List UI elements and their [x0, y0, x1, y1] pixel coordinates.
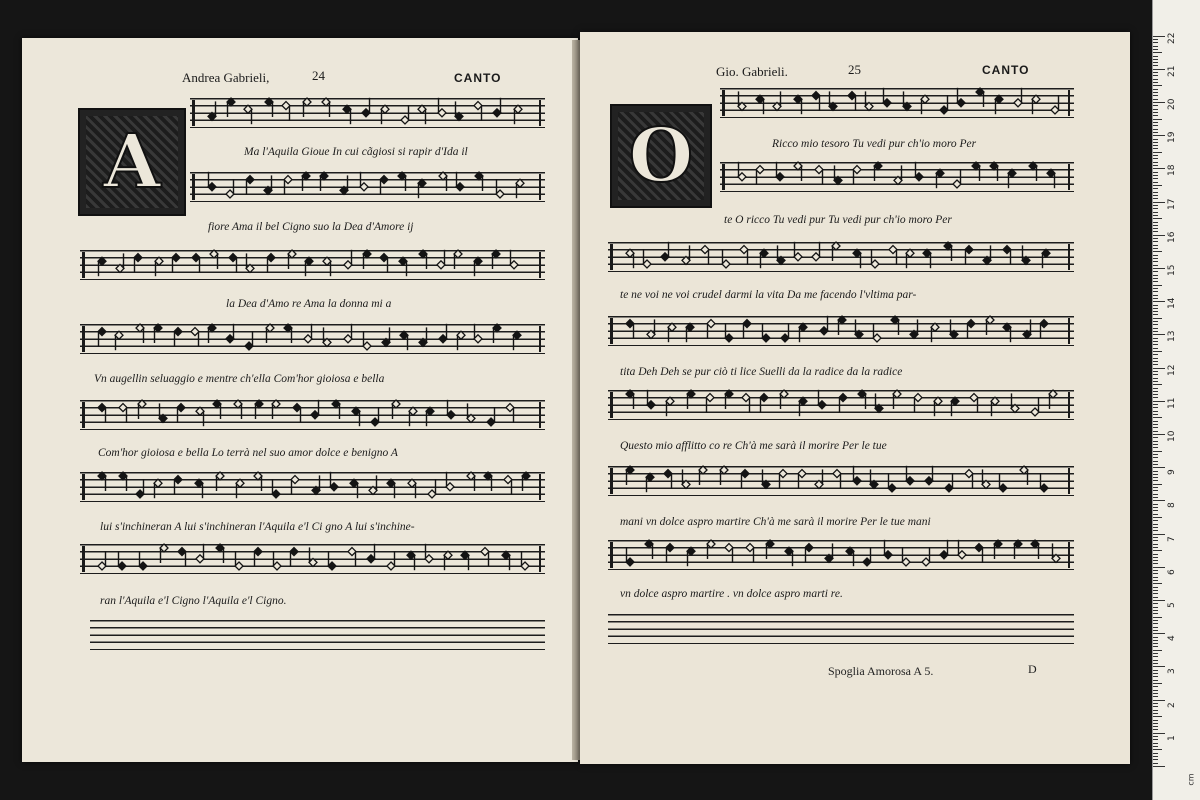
- ruler-label: 7: [1167, 535, 1177, 542]
- note-head: [738, 173, 746, 181]
- note-head: [855, 330, 863, 338]
- note-head: [273, 562, 281, 570]
- note-head: [893, 390, 901, 398]
- ruler-unit: cm: [1186, 773, 1196, 786]
- note-head: [304, 335, 312, 343]
- note-head: [746, 544, 754, 552]
- note-head: [936, 169, 944, 177]
- note-head: [760, 249, 768, 257]
- note-head: [493, 324, 501, 332]
- note-head: [454, 250, 462, 258]
- note-head: [267, 254, 275, 262]
- note-head: [848, 92, 856, 100]
- note-head: [982, 480, 990, 488]
- note-head: [738, 102, 746, 110]
- note-head: [762, 480, 770, 488]
- composer-name: Andrea Gabrieli,: [182, 70, 270, 85]
- ruler-label: 18: [1167, 164, 1177, 177]
- note-head: [865, 102, 873, 110]
- note-head: [444, 551, 452, 559]
- empty-staff: [90, 620, 545, 652]
- music-staff: [720, 88, 1074, 120]
- note-head: [647, 330, 655, 338]
- note-head: [646, 473, 654, 481]
- note-head: [322, 98, 330, 106]
- note-head: [290, 548, 298, 556]
- note-head: [272, 490, 280, 498]
- note-head: [457, 331, 465, 339]
- note-head: [999, 484, 1007, 492]
- note-head: [1022, 256, 1030, 264]
- note-head: [1011, 404, 1019, 412]
- ruler-label: 12: [1167, 364, 1177, 376]
- note-head: [474, 257, 482, 265]
- note-head: [957, 99, 965, 107]
- note-head: [875, 404, 883, 412]
- note-head: [951, 397, 959, 405]
- note-head: [687, 390, 695, 398]
- lyric-line: lui s'inchineran A lui s'inchineran l'Aquila e'l Ci gno A lui s'inchine-: [100, 521, 415, 533]
- note-head: [362, 109, 370, 117]
- right-page: [580, 32, 1130, 764]
- note-head: [812, 92, 820, 100]
- note-glyphs: [80, 544, 545, 576]
- note-head: [418, 179, 426, 187]
- ruler-label: 6: [1167, 569, 1177, 575]
- note-head: [794, 162, 802, 170]
- note-head: [934, 397, 942, 405]
- note-head: [940, 106, 948, 114]
- note-head: [931, 323, 939, 331]
- note-head: [647, 401, 655, 409]
- note-head: [401, 116, 409, 124]
- note-head: [266, 324, 274, 332]
- note-head: [777, 256, 785, 264]
- note-head: [687, 547, 695, 555]
- note-head: [288, 250, 296, 258]
- measurement-ruler: [1152, 0, 1200, 800]
- note-head: [794, 253, 802, 261]
- note-head: [805, 544, 813, 552]
- note-head: [303, 98, 311, 106]
- note-head: [447, 411, 455, 419]
- ruler-label: 21: [1167, 65, 1177, 77]
- note-head: [626, 466, 634, 474]
- note-head: [516, 179, 524, 187]
- lyric-line: fiore Ama il bel Cigno suo la Dea d'Amore ij: [208, 221, 414, 233]
- ruler-label: 11: [1167, 397, 1177, 409]
- ruler-label: 3: [1167, 668, 1177, 675]
- note-glyphs: [80, 250, 545, 282]
- note-head: [409, 407, 417, 415]
- note-head: [779, 470, 787, 478]
- note-head: [995, 95, 1003, 103]
- lyric-line: Questo mio afflitto co re Ch'à me sarà il morire Per le tue: [620, 440, 887, 452]
- note-head: [818, 401, 826, 409]
- note-head: [425, 555, 433, 563]
- note-head: [426, 407, 434, 415]
- note-head: [870, 480, 878, 488]
- note-head: [820, 327, 828, 335]
- note-head: [701, 246, 709, 254]
- note-head: [360, 183, 368, 191]
- note-head: [799, 323, 807, 331]
- note-head: [343, 105, 351, 113]
- lyric-line: Vn augellin seluaggio e mentre ch'ella Com'hor gioiosa e bella: [94, 373, 385, 385]
- note-head: [513, 331, 521, 339]
- note-head: [884, 551, 892, 559]
- note-head: [815, 480, 823, 488]
- ruler-label: 4: [1167, 635, 1177, 642]
- decorated-initial: [610, 104, 712, 208]
- lyric-line: la Dea d'Amo re Ama la donna mi a: [226, 298, 392, 310]
- note-head: [707, 540, 715, 548]
- note-head: [740, 246, 748, 254]
- note-head: [521, 562, 529, 570]
- note-head: [666, 397, 674, 405]
- composer-name: Gio. Gabrieli.: [716, 64, 788, 79]
- note-glyphs: [80, 472, 545, 504]
- note-head: [666, 544, 674, 552]
- note-head: [626, 320, 634, 328]
- empty-staff: [608, 614, 1074, 646]
- ruler-label: 16: [1167, 231, 1177, 243]
- note-head: [510, 261, 518, 269]
- note-head: [958, 551, 966, 559]
- note-head: [626, 390, 634, 398]
- note-head: [742, 394, 750, 402]
- initial-letter: A: [103, 119, 161, 205]
- note-head: [311, 411, 319, 419]
- note-head: [682, 480, 690, 488]
- ruler-label: 13: [1167, 330, 1177, 343]
- note-glyphs: [608, 316, 1074, 348]
- footer-title: Spoglia Amorosa A 5.: [828, 664, 934, 678]
- note-glyphs: [80, 324, 545, 356]
- lyric-line: vn dolce aspro martire . vn dolce aspro marti re.: [620, 588, 843, 600]
- lyric-line: Ma l'Aquila Gioue In cui cãgiosi si rapir d'Ida il: [244, 146, 468, 158]
- ruler-label: 22: [1167, 32, 1177, 44]
- left-page: [22, 38, 578, 762]
- note-head: [380, 176, 388, 184]
- note-head: [883, 99, 891, 107]
- note-head: [798, 470, 806, 478]
- note-head: [320, 172, 328, 180]
- note-head: [284, 176, 292, 184]
- note-head: [776, 173, 784, 181]
- note-head: [967, 320, 975, 328]
- music-staff: [80, 472, 545, 504]
- note-glyphs: [608, 466, 1074, 498]
- note-head: [272, 400, 280, 408]
- signature-mark: D: [1028, 662, 1037, 676]
- note-head: [363, 342, 371, 350]
- note-head: [722, 260, 730, 268]
- note-head: [906, 249, 914, 257]
- ruler-label: 15: [1167, 264, 1177, 276]
- note-head: [902, 558, 910, 566]
- note-head: [1008, 169, 1016, 177]
- note-head: [915, 173, 923, 181]
- ruler-label: 9: [1167, 469, 1177, 476]
- note-head: [914, 394, 922, 402]
- ruler-label: 2: [1167, 701, 1177, 708]
- note-glyphs: [80, 400, 545, 432]
- voice-label: CANTO: [982, 63, 1030, 77]
- note-head: [785, 547, 793, 555]
- note-head: [838, 316, 846, 324]
- note-head: [921, 95, 929, 103]
- note-head: [668, 323, 676, 331]
- note-head: [888, 484, 896, 492]
- note-head: [950, 330, 958, 338]
- note-head: [773, 102, 781, 110]
- note-head: [645, 540, 653, 548]
- note-head: [1014, 540, 1022, 548]
- ruler-label: 14: [1167, 297, 1177, 310]
- note-head: [994, 540, 1002, 548]
- lyric-line: mani vn dolce aspro martire Ch'à me sarà il morire Per le tue mani: [620, 516, 931, 528]
- note-head: [780, 390, 788, 398]
- note-head: [794, 95, 802, 103]
- note-head: [439, 172, 447, 180]
- note-head: [825, 554, 833, 562]
- note-head: [766, 540, 774, 548]
- note-head: [682, 256, 690, 264]
- note-head: [853, 249, 861, 257]
- page-number: 25: [848, 62, 861, 77]
- lyric-line: te ne voi ne voi crudel darmi la vita Da me facendo l'vltima par-: [620, 289, 917, 301]
- note-head: [664, 470, 672, 478]
- music-staff: [720, 162, 1074, 194]
- music-staff: [80, 544, 545, 576]
- music-staff: [80, 324, 545, 356]
- note-head: [686, 323, 694, 331]
- note-head: [309, 558, 317, 566]
- note-head: [312, 486, 320, 494]
- music-staff: [608, 540, 1074, 572]
- music-staff: [80, 400, 545, 432]
- music-staff: [608, 390, 1074, 422]
- ruler-label: 17: [1167, 198, 1177, 210]
- note-head: [725, 390, 733, 398]
- note-head: [874, 162, 882, 170]
- note-head: [254, 472, 262, 480]
- note-head: [626, 249, 634, 257]
- lyric-line: ran l'Aquila e'l Cigno l'Aquila e'l Cigno.: [100, 595, 287, 607]
- note-head: [282, 102, 290, 110]
- note-head: [707, 320, 715, 328]
- music-staff: [190, 98, 545, 130]
- note-glyphs: [608, 390, 1074, 422]
- ruler-label: 5: [1167, 602, 1177, 608]
- lyric-line: Ricco mio tesoro Tu vedi pur ch'io moro Per: [772, 138, 977, 150]
- note-head: [474, 335, 482, 343]
- note-head: [894, 176, 902, 184]
- ruler-label: 10: [1167, 430, 1177, 442]
- note-head: [986, 316, 994, 324]
- note-head: [725, 334, 733, 342]
- note-head: [756, 95, 764, 103]
- note-head: [833, 470, 841, 478]
- note-head: [873, 334, 881, 342]
- note-head: [328, 562, 336, 570]
- note-head: [906, 477, 914, 485]
- note-glyphs: [608, 242, 1074, 274]
- note-head: [467, 414, 475, 422]
- note-head: [514, 105, 522, 113]
- decorated-initial: [78, 108, 186, 216]
- note-head: [661, 253, 669, 261]
- note-head: [846, 547, 854, 555]
- note-head: [265, 98, 273, 106]
- note-head: [834, 176, 842, 184]
- note-head: [264, 186, 272, 194]
- voice-label: CANTO: [454, 71, 502, 85]
- note-head: [323, 338, 331, 346]
- ruler-label: 19: [1167, 131, 1177, 144]
- note-glyphs: [720, 162, 1074, 194]
- music-staff: [608, 466, 1074, 498]
- note-head: [720, 466, 728, 474]
- note-head: [762, 334, 770, 342]
- initial-letter: O: [628, 113, 694, 199]
- note-head: [496, 190, 504, 198]
- note-glyphs: [190, 98, 545, 130]
- note-head: [743, 320, 751, 328]
- ruler-label: 20: [1167, 98, 1177, 110]
- note-head: [340, 186, 348, 194]
- note-glyphs: [720, 88, 1074, 120]
- note-head: [953, 180, 961, 188]
- note-head: [302, 172, 310, 180]
- note-head: [799, 397, 807, 405]
- note-head: [438, 109, 446, 117]
- note-head: [699, 466, 707, 474]
- note-head: [853, 477, 861, 485]
- note-glyphs: [608, 540, 1074, 572]
- ruler-label: 1: [1167, 735, 1177, 741]
- note-head: [446, 483, 454, 491]
- note-head: [363, 250, 371, 258]
- note-head: [323, 257, 331, 265]
- note-head: [839, 394, 847, 402]
- lyric-line: Com'hor gioiosa e bella Lo terrà nel suo amor dolce e benigno A: [98, 447, 398, 459]
- note-head: [706, 394, 714, 402]
- note-head: [418, 105, 426, 113]
- note-head: [741, 470, 749, 478]
- note-head: [626, 558, 634, 566]
- note-head: [760, 394, 768, 402]
- note-glyphs: [190, 172, 545, 204]
- page-number: 24: [312, 68, 325, 83]
- note-head: [643, 260, 651, 268]
- music-staff: [608, 316, 1074, 348]
- note-head: [815, 166, 823, 174]
- ruler-label: 8: [1167, 502, 1177, 509]
- note-head: [829, 102, 837, 110]
- note-head: [991, 397, 999, 405]
- note-head: [812, 253, 820, 261]
- note-head: [284, 324, 292, 332]
- note-head: [293, 404, 301, 412]
- music-staff: [80, 250, 545, 282]
- note-head: [853, 166, 861, 174]
- note-head: [255, 400, 263, 408]
- note-head: [398, 172, 406, 180]
- note-head: [381, 105, 389, 113]
- note-head: [522, 472, 530, 480]
- music-staff: [608, 242, 1074, 274]
- note-head: [392, 400, 400, 408]
- note-head: [871, 260, 879, 268]
- note-head: [305, 257, 313, 265]
- note-head: [832, 242, 840, 250]
- note-head: [903, 102, 911, 110]
- lyric-line: te O ricco Tu vedi pur Tu vedi pur ch'io moro Per: [724, 214, 952, 226]
- note-head: [725, 544, 733, 552]
- music-staff: [190, 172, 545, 204]
- note-head: [456, 183, 464, 191]
- note-head: [965, 246, 973, 254]
- note-head: [330, 483, 338, 491]
- note-head: [492, 250, 500, 258]
- note-head: [291, 476, 299, 484]
- lyric-line: tita Deh Deh se pur ciò ti lice Suelli da la radice da la radice: [620, 366, 903, 378]
- note-head: [756, 166, 764, 174]
- note-head: [781, 334, 789, 342]
- note-head: [455, 112, 463, 120]
